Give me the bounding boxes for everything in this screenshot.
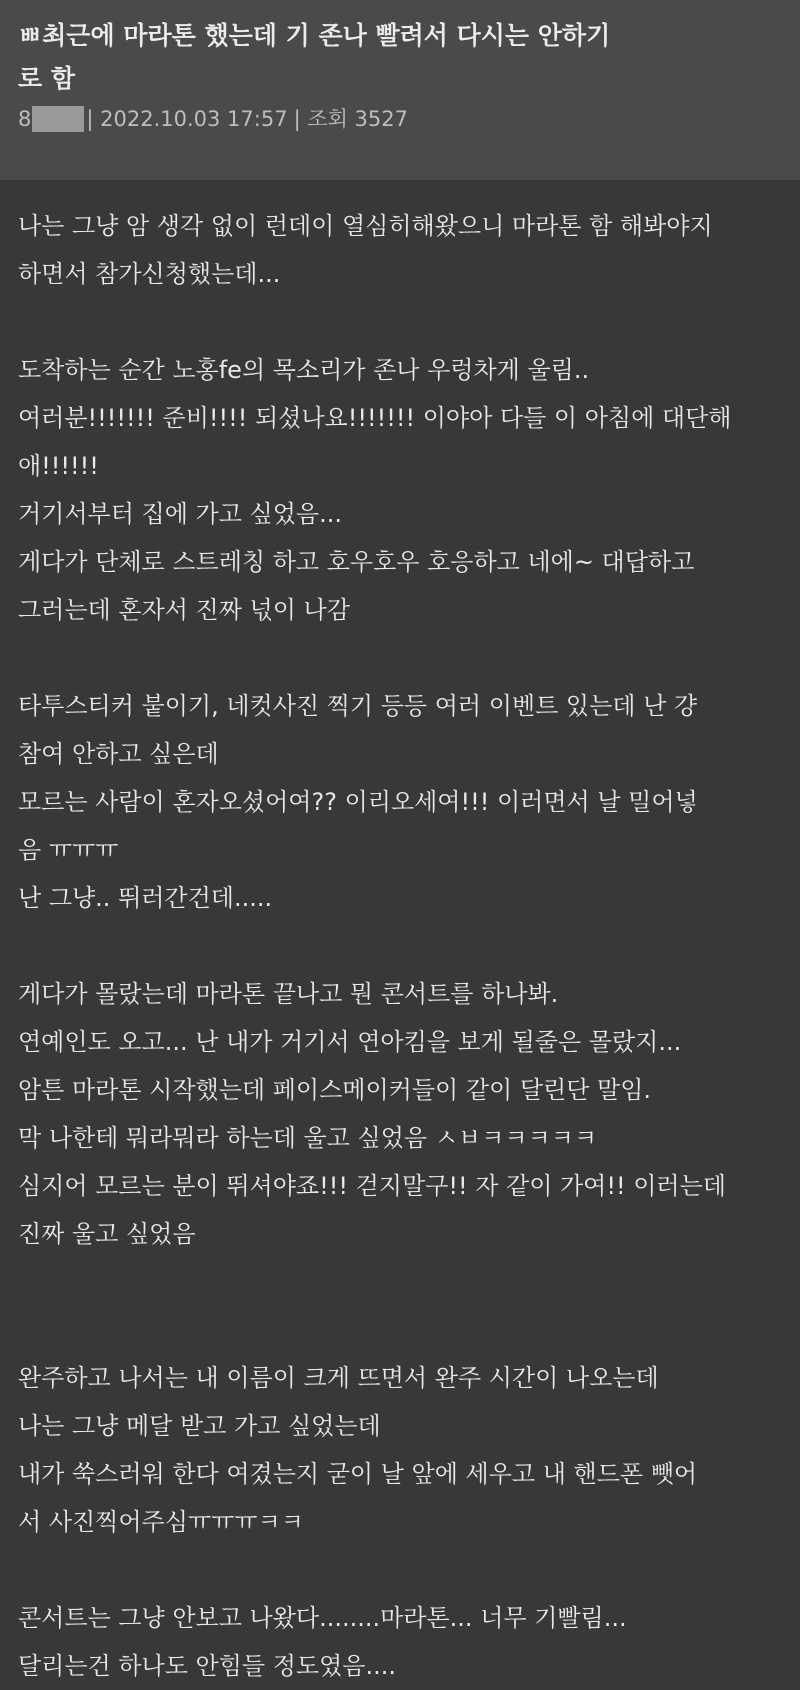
paragraph-gap xyxy=(18,1258,782,1306)
post-datetime: | 2022.10.03 17:57 xyxy=(86,107,288,131)
body-text-line: 나는 그냥 메달 받고 가고 싶었는데 xyxy=(18,1412,381,1440)
body-text-line: 여러분!!!!!!! 준비!!!! 되셨나요!!!!!!! 이야아 다들 이 아침에 대단해 xyxy=(18,404,732,432)
post-meta xyxy=(18,104,782,134)
body-text-line: 막 나한테 뭐라뭐라 하는데 울고 싶었음 ㅅㅂㅋㅋㅋㅋㅋ xyxy=(18,1124,598,1152)
body-text-line: 참여 안하고 싶은데 xyxy=(18,740,219,768)
body-text-line: 콘서트는 그냥 안보고 나왔다........마라톤... 너무 기빨림... xyxy=(18,1604,627,1632)
post-title xyxy=(18,14,718,100)
author-name[interactable]: 8 xyxy=(18,107,32,131)
post-title-line: ㅃ최근에 마라톤 했는데 기 존나 빨려서 다시는 안하기 xyxy=(18,21,611,50)
post-header xyxy=(0,0,800,180)
author-name-mask xyxy=(32,106,84,132)
view-count: | 조회 3527 xyxy=(293,107,409,131)
body-text-line: 도착하는 순간 노홍fe의 목소리가 존나 우렁차게 울림.. xyxy=(18,356,590,384)
body-text-line: 애!!!!!! xyxy=(18,452,99,480)
body-text-line: 나는 그냥 암 생각 없이 런데이 열심히해왔으니 마라톤 함 해봐야지 xyxy=(18,212,713,240)
body-text-line: 그러는데 혼자서 진짜 넋이 나감 xyxy=(18,596,350,624)
paragraph-gap xyxy=(18,1546,782,1594)
body-text-line: 거기서부터 집에 가고 싶었음... xyxy=(18,500,342,528)
paragraph-gap xyxy=(18,298,782,346)
paragraph-gap xyxy=(18,1306,782,1354)
body-text-line: 음 ㅠㅠㅠ xyxy=(18,836,119,864)
body-text-line: 게다가 몰랐는데 마라톤 끝나고 뭔 콘서트를 하나봐. xyxy=(18,980,559,1008)
body-text-line: 심지어 모르는 분이 뛰셔야죠!!! 걷지말구!! 자 같이 가여!! 이러는데 xyxy=(18,1172,726,1200)
body-text-line: 완주하고 나서는 내 이름이 크게 뜨면서 완주 시간이 나오는데 xyxy=(18,1364,659,1392)
body-text-line: 모르는 사람이 혼자오셨어여?? 이리오세여!!! 이러면서 날 밀어넣 xyxy=(18,788,698,816)
paragraph-gap xyxy=(18,634,782,682)
paragraph-gap xyxy=(18,922,782,970)
body-text-line: 하면서 참가신청했는데... xyxy=(18,260,281,288)
body-text-line: 달리는건 하나도 안힘들 정도였음.... xyxy=(18,1652,396,1680)
body-text-line: 암튼 마라톤 시작했는데 페이스메이커들이 같이 달린단 말임. xyxy=(18,1076,652,1104)
body-text-line: 게다가 단체로 스트레칭 하고 호우호우 호응하고 네에~ 대답하고 xyxy=(18,548,695,576)
body-text-line: 난 그냥.. 뛰러간건데..... xyxy=(18,884,273,912)
body-text-line: 내가 쑥스러워 한다 여겼는지 굳이 날 앞에 세우고 내 핸드폰 뺏어 xyxy=(18,1460,698,1488)
body-text-line: 연예인도 오고... 난 내가 거기서 연아킴을 보게 될줄은 몰랐지... xyxy=(18,1028,682,1056)
post-title-line: 로 함 xyxy=(18,64,76,93)
body-text-line: 타투스티커 붙이기, 네컷사진 찍기 등등 여러 이벤트 있는데 난 걍 xyxy=(18,692,698,720)
post-body xyxy=(0,180,800,1690)
body-text-line: 진짜 울고 싶었음 xyxy=(18,1220,196,1248)
body-text-line: 서 사진찍어주심ㅠㅠㅠㅋㅋ xyxy=(18,1508,304,1536)
